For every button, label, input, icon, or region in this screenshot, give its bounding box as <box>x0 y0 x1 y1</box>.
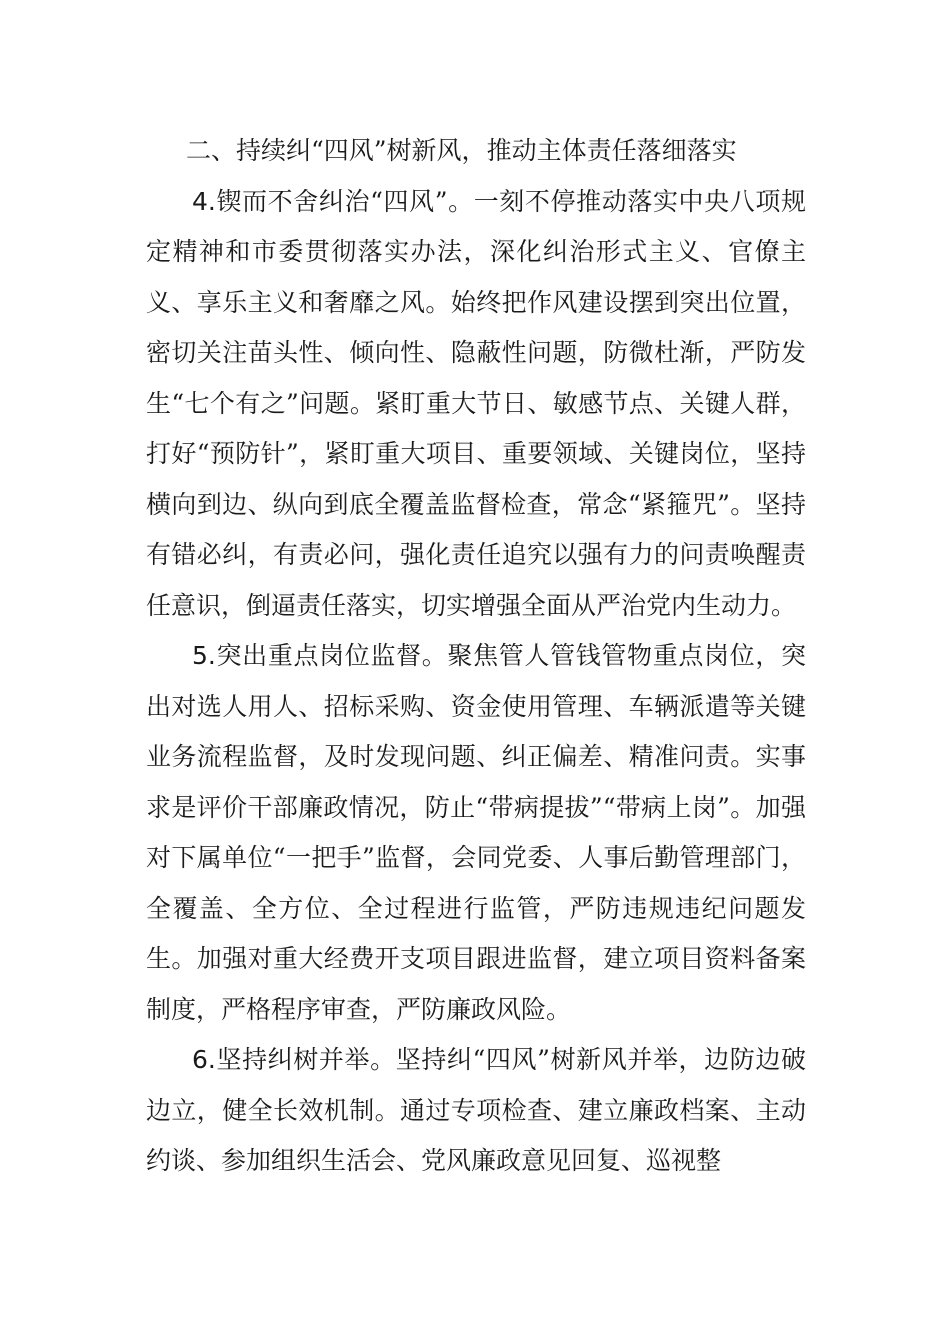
paragraph-6 <box>146 1035 806 1187</box>
paragraph-text: 坚持纠树并举。坚持纠“四风”树新风并举，边防边破边立，健全长效机制。通过专项检查、建立廉政档案、主动约谈、参加组织生活会、党风廉政意见回复、巡视整 <box>146 1045 806 1175</box>
section-heading: 二、持续纠“四风”树新风，推动主体责任落细落实 <box>186 136 737 165</box>
paragraph-number: 5. <box>192 641 216 670</box>
paragraph-text: 锲而不舍纠治“四风”。一刻不停推动落实中央八项规定精神和市委贯彻落实办法，深化纠治形式主义、官僚主义、享乐主义和奢靡之风。始终把作风建设摆到突出位置，密切关注苗头性、倾向性、隐蔽性问题，防微杜渐，严防发生“七个有之”问题。紧盯重大节日、敏感节点、关键人群，打好“预防针”，紧盯重大项目、重要领域、关键岗位，坚持横向到边、纵向到底全覆盖监督检查，常念“紧箍咒”。坚持有错必纠，有责必问，强化责任追究以强有力的问责唤醒责任意识，倒逼责任落实，切实增强全面从严治党内生动力。 <box>146 186 806 620</box>
paragraph-text: 突出重点岗位监督。聚焦管人管钱管物重点岗位，突出对选人用人、招标采购、资金使用管理、车辆派遣等关键业务流程监督，及时发现问题、纠正偏差、精准问责。实事求是评价干部廉政情况，防止“带病提拔”“带病上岗”。加强对下属单位“一把手”监督，会同党委、人事后勤管理部门，全覆盖、全方位、全过程进行监管，严防违规违纪问题发生。加强对重大经费开支项目跟进监督，建立项目资料备案制度，严格程序审查，严防廉政风险。 <box>146 641 806 1024</box>
paragraph-number: 4. <box>192 186 216 216</box>
paragraph-5 <box>146 631 806 1035</box>
paragraph-number: 6. <box>192 1045 216 1074</box>
paragraph-4 <box>146 177 806 632</box>
document-body <box>146 126 806 1187</box>
